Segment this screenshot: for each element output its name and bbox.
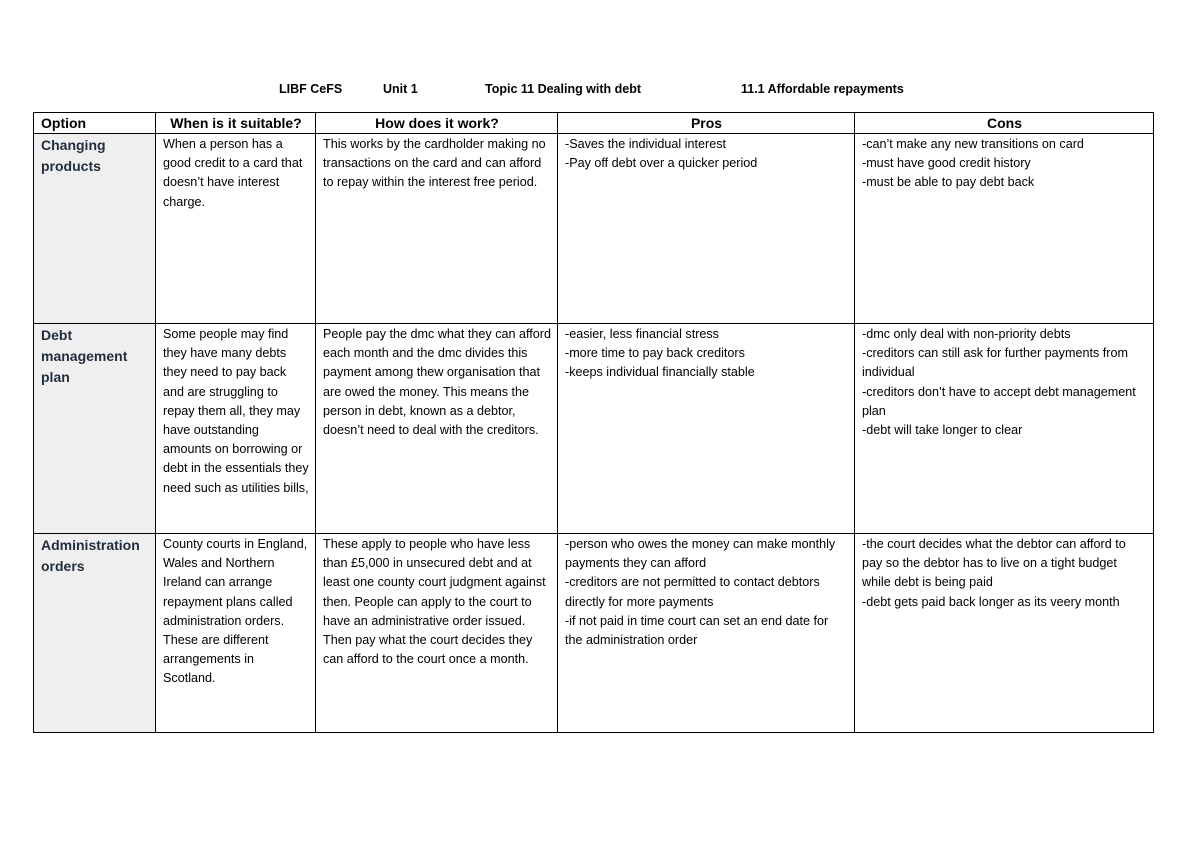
table-row: [34, 324, 1154, 534]
header-unit: Unit 1: [383, 82, 418, 96]
pros-item: -creditors are not permitted to contact debtors directly for more payments: [565, 575, 820, 609]
pros-item: -keeps individual financially stable: [565, 365, 755, 380]
cons-item: -must have good credit history: [862, 156, 1031, 171]
cons-cell: [855, 324, 1154, 534]
cons-item: -must be able to pay debt back: [862, 175, 1035, 190]
document-header: [0, 82, 1200, 100]
cons-item: -debt will take longer to clear: [862, 423, 1023, 438]
table-header-row: [34, 113, 1154, 134]
header-topic: Topic 11 Dealing with debt: [485, 82, 642, 96]
cons-item: -creditors don’t have to accept debt management plan: [862, 384, 1136, 418]
pros-item: -easier, less financial stress: [565, 327, 719, 341]
option-cell: Debt management plan: [34, 324, 156, 534]
cons-cell: [855, 534, 1154, 733]
cons-item: -the court decides what the debtor can afford to pay so the debtor has to live on a tight budget while debt is being paid: [862, 537, 1126, 590]
column-header-when: When is it suitable?: [156, 113, 316, 134]
when-cell: Some people may find they have many debts they need to pay back and are struggling to repay them all, they may have outstanding amounts on borrowing or debt in the essentials they need such as utilities bills,: [156, 324, 316, 534]
when-cell: When a person has a good credit to a card that doesn’t have interest charge.: [156, 134, 316, 324]
pros-cell: [558, 534, 855, 733]
header-subtopic: 11.1 Affordable repayments: [741, 82, 904, 96]
option-cell: Changing products: [34, 134, 156, 324]
pros-item: -person who owes the money can make monthly payments they can afford: [565, 537, 836, 571]
table-row: [34, 534, 1154, 733]
cons-cell: [855, 134, 1154, 324]
table-row: [34, 134, 1154, 324]
option-cell: Administration orders: [34, 534, 156, 733]
column-header-pros: Pros: [558, 113, 855, 134]
how-cell: People pay the dmc what they can afford each month and the dmc divides this payment among thew organisation that are owed the money. This means the person in debt, known as a debtor, doesn’t need to deal with the creditors.: [316, 324, 558, 534]
cons-item: -creditors can still ask for further payments from individual: [862, 346, 1128, 380]
header-course: LIBF CeFS: [279, 82, 343, 96]
pros-cell: [558, 324, 855, 534]
pros-item: -if not paid in time court can set an end date for the administration order: [565, 613, 829, 648]
debt-options-table: [33, 112, 1154, 733]
pros-item: -Saves the individual interest: [565, 137, 727, 151]
cons-item: -debt gets paid back longer as its veery month: [862, 594, 1120, 609]
pros-item: -Pay off debt over a quicker period: [565, 156, 758, 171]
when-cell: County courts in England, Wales and Northern Ireland can arrange repayment plans called administration orders. These are different arrangements in Scotland.: [156, 534, 316, 733]
how-cell: These apply to people who have less than £5,000 in unsecured debt and at least one county court judgment against then. People can apply to the court to have an administrative order issued. Then pay what the court decides they can afford to the court once a month.: [316, 534, 558, 733]
cons-item: -dmc only deal with non-priority debts: [862, 327, 1071, 341]
column-header-how: How does it work?: [316, 113, 558, 134]
pros-cell: [558, 134, 855, 324]
pros-item: -more time to pay back creditors: [565, 346, 745, 361]
cons-item: -can’t make any new transitions on card: [862, 137, 1084, 151]
column-header-option: Option: [34, 113, 156, 134]
column-header-cons: Cons: [855, 113, 1154, 134]
how-cell: This works by the cardholder making no transactions on the card and can afford to repay within the interest free period.: [316, 134, 558, 324]
